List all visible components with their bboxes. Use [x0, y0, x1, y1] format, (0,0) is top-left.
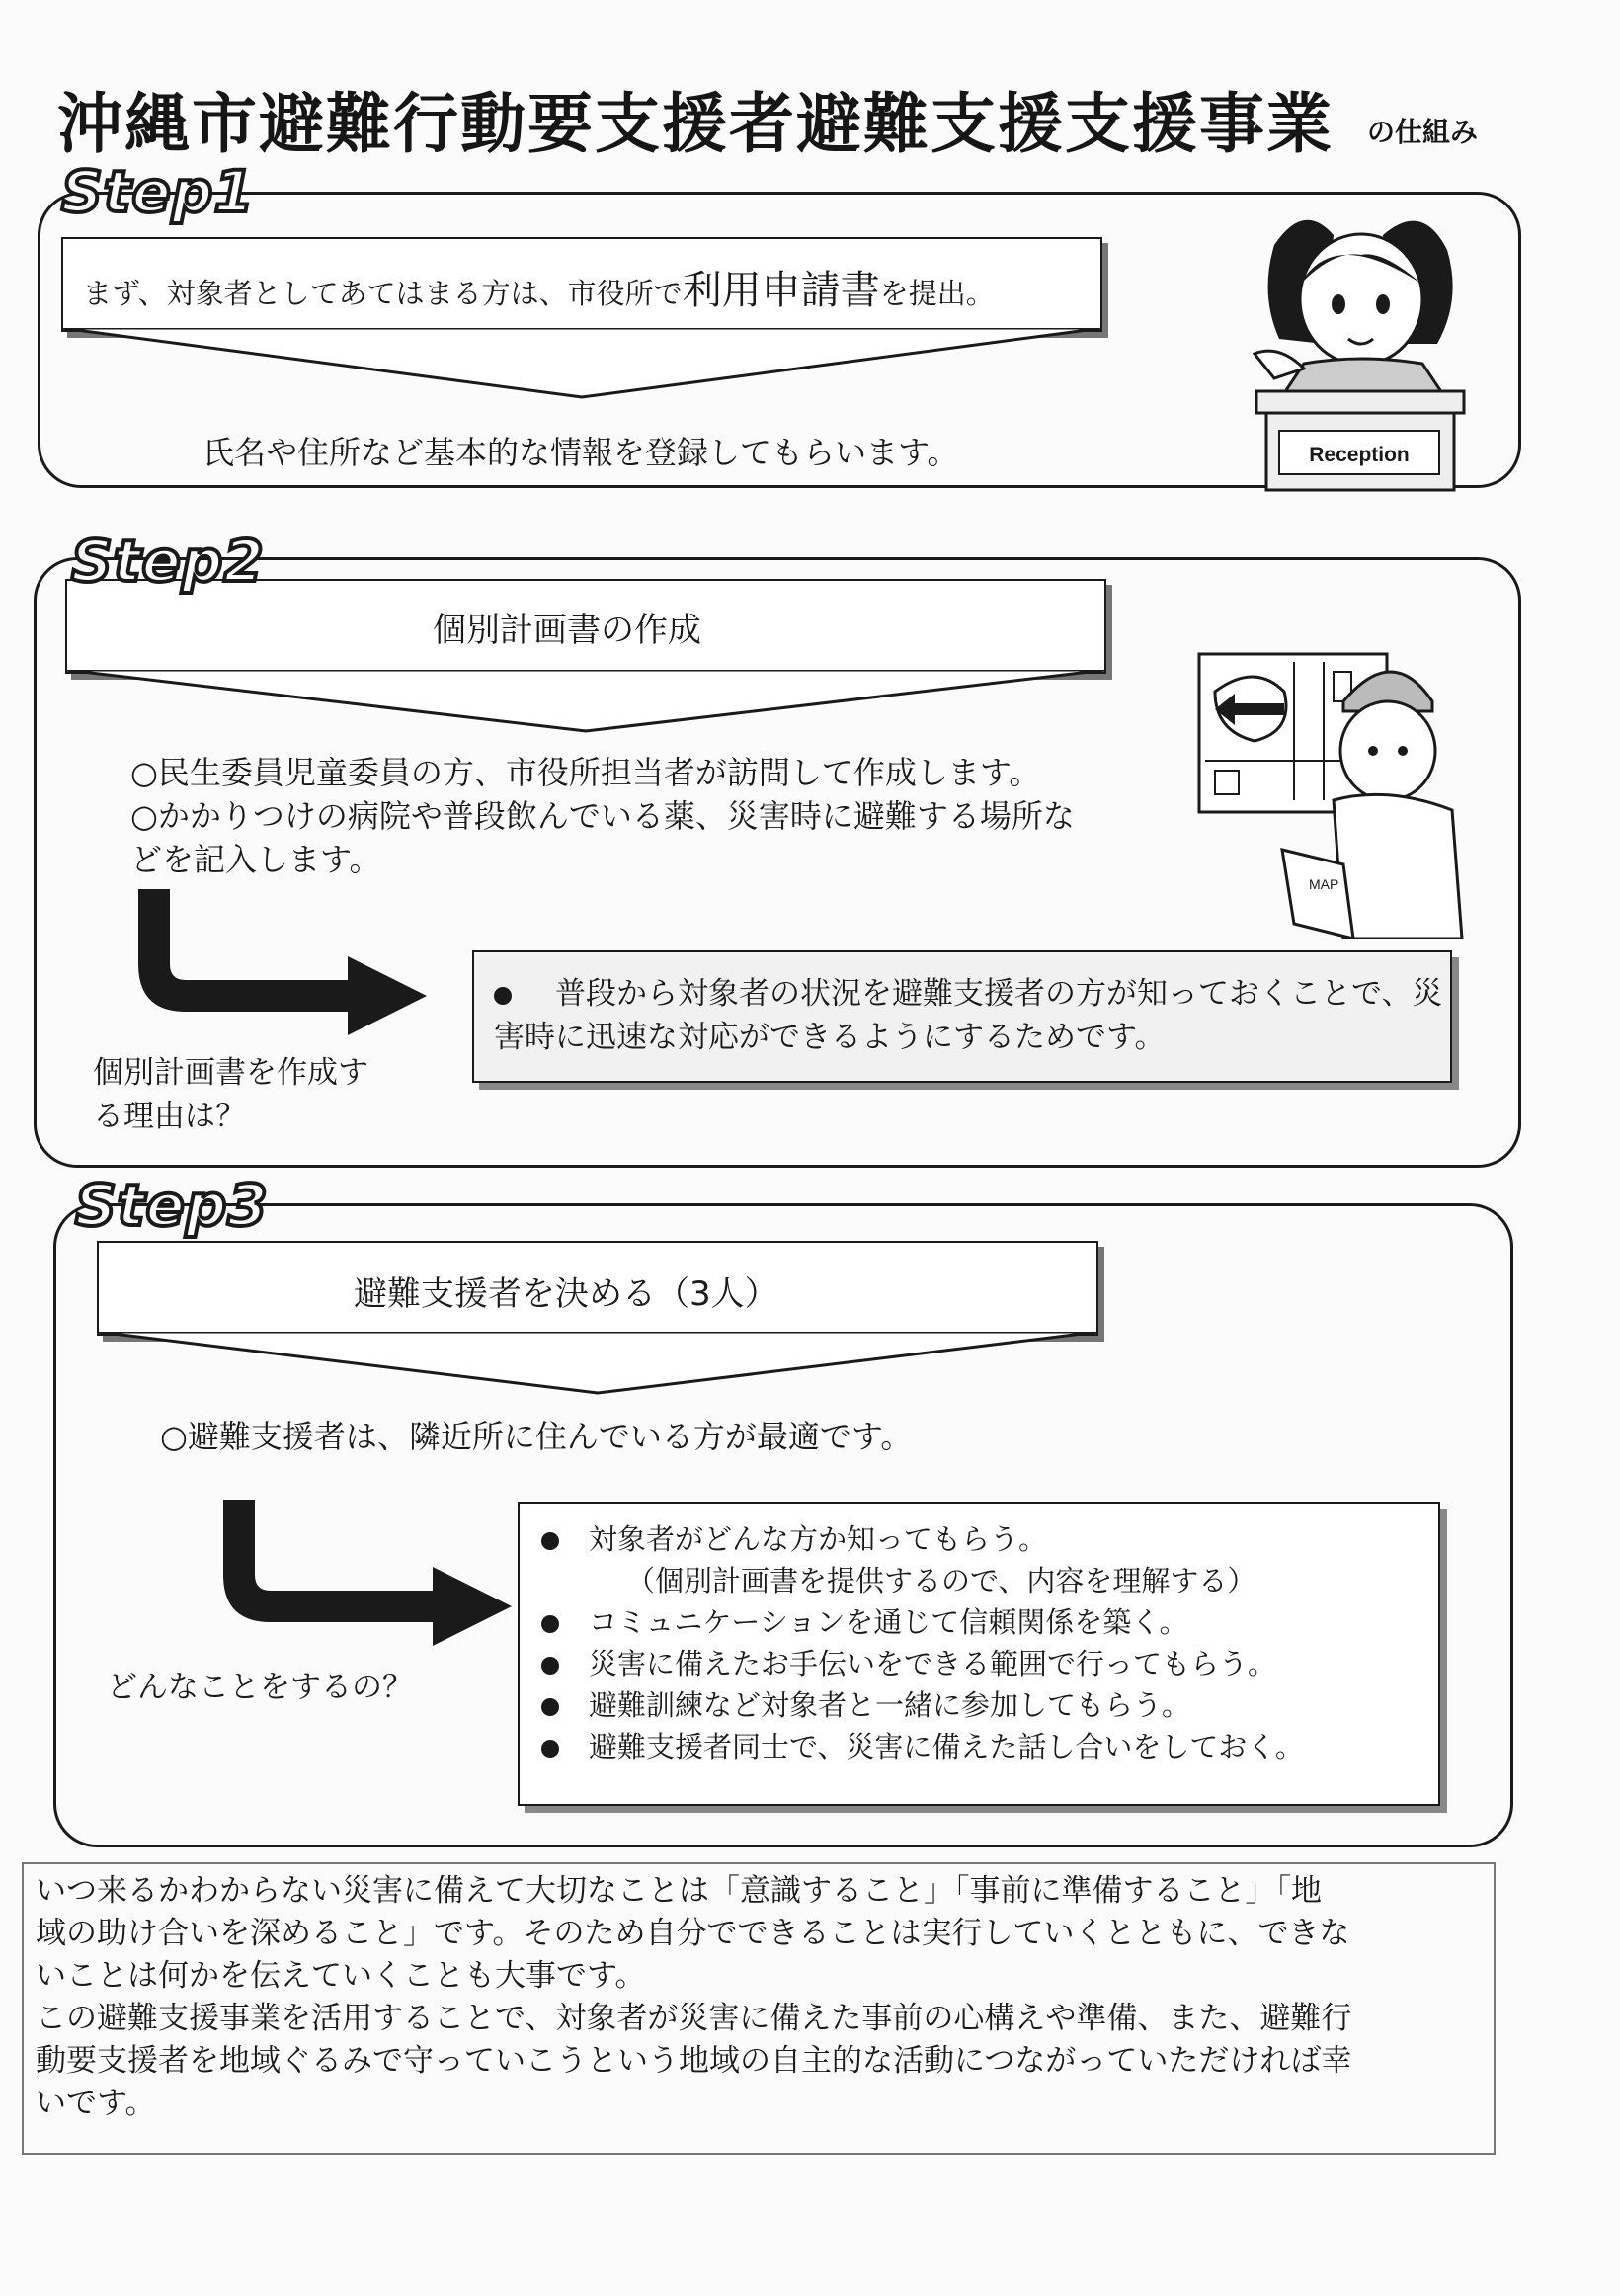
step1-chevron: [61, 328, 1102, 407]
step1-body: 氏名や住所など基本的な情報を登録してもらいます。: [202, 434, 959, 471]
step2-question-line2: る理由は？: [93, 1099, 246, 1134]
step1-header-suffix: を提出。: [879, 277, 995, 310]
step3-tasks-box: [518, 1502, 1440, 1806]
step2-chevron: [65, 670, 1106, 739]
step1-header-prefix: まず、対象者としてあてはまる方は、市役所で: [83, 277, 683, 310]
bullet-icon: [541, 1698, 559, 1716]
bullet-icon: [494, 987, 512, 1005]
summary-line: いことは何かを伝えていくことも大事です。: [36, 1958, 646, 1994]
bullet-icon: [541, 1532, 559, 1550]
summary-box: [22, 1862, 1496, 2155]
step2-box-line1: 普段から対象者の状況を避難支援者の方が知っておくことで、災: [555, 976, 1443, 1012]
step3-header-box: [97, 1241, 1098, 1336]
reception-sign: Reception: [1309, 444, 1410, 466]
step2-line3: どを記入します。: [130, 841, 381, 878]
bullet-icon: [541, 1740, 559, 1758]
list-item: 対象者がどんな方か知ってもらう。: [541, 1517, 1047, 1558]
summary-line: いです。: [36, 2086, 156, 2121]
list-item: コミュニケーションを通じて信頼関係を築く。: [541, 1600, 1188, 1641]
list-item: 避難訓練など対象者と一緒に参加してもらう。: [541, 1683, 1190, 1724]
bullet-icon: [541, 1615, 559, 1633]
bullet-icon: [541, 1657, 559, 1675]
step2-question-line1: 個別計画書を作成す: [93, 1055, 368, 1091]
summary-line: 域の助け合いを深めること」です。そのため自分でできることは実行していくとともに、できな: [36, 1916, 1350, 1951]
map-illustration: [1195, 652, 1482, 939]
map-label: MAP: [1309, 876, 1339, 892]
summary-line: この避難支援事業を活用することで、対象者が災害に備えた事前の心構えや準備、また、避難行: [36, 2001, 1352, 2036]
step3-label: Step3: [75, 1172, 269, 1239]
step2-box-line2: 害時に迅速な対応ができるようにするためです。: [494, 1020, 1166, 1055]
step2-header: 個別計画書の作成: [433, 611, 701, 650]
step1-header-emphasis: 利用申請書: [682, 268, 880, 313]
summary-line: 動要支援者を地域ぐるみで守っていこうという地域の自主的な活動につながっていただければ幸: [36, 2043, 1352, 2079]
step2-arrow: [130, 889, 437, 1037]
summary-line: いつ来るかわからない災害に備えて大切なことは「意識すること」「事前に準備すること」「地: [36, 1873, 1322, 1909]
step2-reason-box: [472, 950, 1452, 1083]
page-title-suffix: の仕組み: [1367, 116, 1479, 148]
step2-line2: ○かかりつけの病院や普段飲んでいる薬、災害時に避難する場所な: [130, 797, 1075, 835]
step3-arrow: [215, 1500, 522, 1648]
step2-line1: ○民生委員児童委員の方、市役所担当者が訪問して作成します。: [130, 754, 1041, 791]
step3-chevron: [97, 1332, 1098, 1401]
list-item: 災害に備えたお手伝いをできる範囲で行ってもらう。: [541, 1642, 1276, 1682]
page-title: 沖縄市避難行動要支援者避難支援支援事業: [57, 86, 1334, 162]
step3-question: どんなことをするの？: [107, 1670, 413, 1705]
step1-header-box: [61, 237, 1102, 332]
step3-header: 避難支援者を決める（3人）: [354, 1274, 778, 1314]
step2-label: Step2: [71, 528, 265, 595]
step1-label: Step1: [61, 158, 255, 225]
list-sub-item: （個別計画書を提供するので、内容を理解する）: [626, 1564, 1256, 1598]
step3-line1: ○避難支援者は、隣近所に住んでいる方が最適です。: [160, 1418, 913, 1455]
list-item: 避難支援者同士で、災害に備えた話し合いをしておく。: [541, 1725, 1304, 1765]
reception-illustration: [1235, 205, 1501, 492]
